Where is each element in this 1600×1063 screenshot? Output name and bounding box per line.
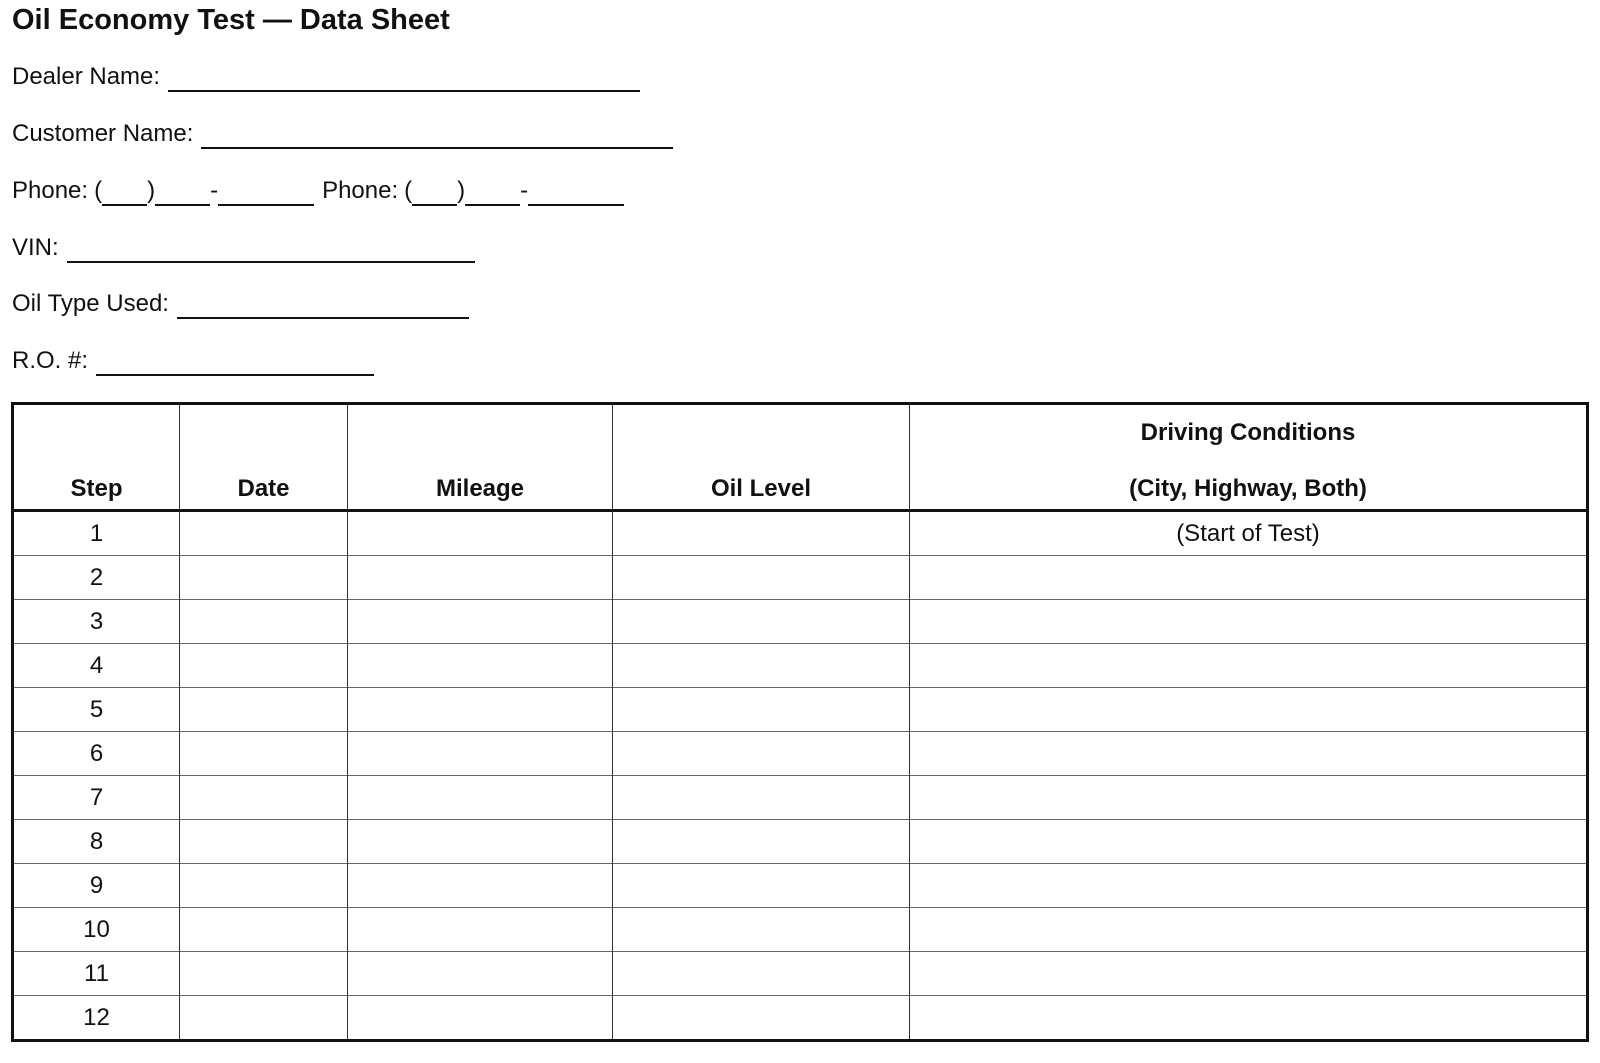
mileage-cell[interactable] (348, 952, 613, 996)
dealer-name-row (12, 62, 640, 92)
driving-conditions-cell[interactable] (910, 864, 1588, 908)
mileage-cell[interactable] (348, 511, 613, 556)
phone-1-open-paren: ( (94, 177, 103, 204)
column-header-step: Step (13, 404, 180, 511)
phone-1-line-number[interactable] (218, 182, 314, 206)
date-cell[interactable] (180, 820, 348, 864)
table-body (13, 511, 1588, 1041)
date-cell[interactable] (180, 776, 348, 820)
step-cell: 9 (13, 864, 180, 908)
oil-type-row (12, 289, 469, 319)
phone-2-prefix[interactable] (465, 182, 520, 206)
date-cell[interactable] (180, 864, 348, 908)
oil-level-cell[interactable] (613, 776, 910, 820)
ro-number-row (12, 346, 374, 376)
driving-conditions-cell[interactable]: (Start of Test) (910, 511, 1588, 556)
oil-type-label: Oil Type Used: (12, 290, 169, 317)
customer-name-label: Customer Name: (12, 120, 194, 147)
oil-level-cell[interactable] (613, 952, 910, 996)
mileage-cell[interactable] (348, 864, 613, 908)
step-cell: 8 (13, 820, 180, 864)
date-cell[interactable] (180, 996, 348, 1041)
table-row (13, 820, 1588, 864)
table-row (13, 688, 1588, 732)
phone-2-close-paren: ) (457, 177, 466, 204)
driving-conditions-options: (City, Highway, Both) (1129, 475, 1367, 502)
oil-level-cell[interactable] (613, 908, 910, 952)
oil-level-cell[interactable] (613, 511, 910, 556)
mileage-cell[interactable] (348, 820, 613, 864)
driving-conditions-cell[interactable] (910, 996, 1588, 1041)
phone-1-label: Phone: (12, 177, 89, 204)
phone-1-field[interactable] (94, 176, 314, 206)
date-cell[interactable] (180, 952, 348, 996)
vin-field[interactable] (67, 239, 475, 263)
mileage-cell[interactable] (348, 908, 613, 952)
driving-conditions-cell[interactable] (910, 688, 1588, 732)
date-cell[interactable] (180, 600, 348, 644)
column-header-date: Date (180, 404, 348, 511)
table-row (13, 996, 1588, 1041)
table-row (13, 556, 1588, 600)
mileage-cell[interactable] (348, 776, 613, 820)
driving-conditions-cell[interactable] (910, 644, 1588, 688)
date-cell[interactable] (180, 908, 348, 952)
step-cell: 1 (13, 511, 180, 556)
phone-1-dash: - (210, 177, 219, 204)
oil-level-cell[interactable] (613, 688, 910, 732)
oil-level-cell[interactable] (613, 864, 910, 908)
step-cell: 10 (13, 908, 180, 952)
driving-conditions-cell[interactable] (910, 600, 1588, 644)
mileage-cell[interactable] (348, 996, 613, 1041)
phone-row (12, 176, 624, 206)
table-row (13, 600, 1588, 644)
customer-name-row (12, 119, 673, 149)
driving-conditions-cell[interactable] (910, 908, 1588, 952)
customer-name-field[interactable] (201, 125, 673, 149)
step-cell: 11 (13, 952, 180, 996)
phone-1-area-code[interactable] (102, 182, 147, 206)
driving-conditions-cell[interactable] (910, 776, 1588, 820)
page-title: Oil Economy Test — Data Sheet (12, 4, 450, 36)
mileage-cell[interactable] (348, 600, 613, 644)
phone-1-close-paren: ) (147, 177, 156, 204)
date-cell[interactable] (180, 556, 348, 600)
oil-type-field[interactable] (177, 295, 469, 319)
phone-2-dash: - (520, 177, 529, 204)
column-header-oil-level: Oil Level (613, 404, 910, 511)
oil-level-cell[interactable] (613, 556, 910, 600)
oil-level-cell[interactable] (613, 732, 910, 776)
table-header-row (13, 404, 1588, 511)
oil-level-cell[interactable] (613, 820, 910, 864)
step-cell: 12 (13, 996, 180, 1041)
date-cell[interactable] (180, 511, 348, 556)
date-cell[interactable] (180, 732, 348, 776)
date-cell[interactable] (180, 644, 348, 688)
mileage-cell[interactable] (348, 556, 613, 600)
table-row (13, 776, 1588, 820)
step-cell: 6 (13, 732, 180, 776)
mileage-cell[interactable] (348, 644, 613, 688)
date-cell[interactable] (180, 688, 348, 732)
step-cell: 4 (13, 644, 180, 688)
phone-2-label: Phone: (322, 177, 399, 204)
step-cell: 7 (13, 776, 180, 820)
phone-2-line-number[interactable] (528, 182, 624, 206)
phone-1-prefix[interactable] (155, 182, 210, 206)
oil-level-cell[interactable] (613, 996, 910, 1041)
oil-level-cell[interactable] (613, 644, 910, 688)
driving-conditions-cell[interactable] (910, 556, 1588, 600)
table-row (13, 644, 1588, 688)
driving-conditions-cell[interactable] (910, 952, 1588, 996)
mileage-cell[interactable] (348, 688, 613, 732)
phone-2-field[interactable] (404, 176, 624, 206)
vin-label: VIN: (12, 234, 59, 261)
phone-2-area-code[interactable] (412, 182, 457, 206)
step-cell: 5 (13, 688, 180, 732)
column-header-driving-conditions (910, 404, 1588, 511)
column-header-mileage: Mileage (348, 404, 613, 511)
step-cell: 3 (13, 600, 180, 644)
dealer-name-label: Dealer Name: (12, 63, 161, 90)
driving-conditions-cell[interactable] (910, 732, 1588, 776)
mileage-cell[interactable] (348, 732, 613, 776)
table-row (13, 511, 1588, 556)
table-row (13, 908, 1588, 952)
table-row (13, 732, 1588, 776)
phone-2-open-paren: ( (404, 177, 413, 204)
ro-number-label: R.O. #: (12, 347, 89, 374)
data-table (11, 402, 1589, 1042)
oil-level-cell[interactable] (613, 600, 910, 644)
dealer-name-field[interactable] (168, 68, 640, 92)
vin-row (12, 233, 475, 263)
table-row (13, 952, 1588, 996)
driving-conditions-cell[interactable] (910, 820, 1588, 864)
driving-conditions-title: Driving Conditions (1140, 419, 1356, 446)
ro-number-field[interactable] (96, 352, 374, 376)
table-row (13, 864, 1588, 908)
step-cell: 2 (13, 556, 180, 600)
